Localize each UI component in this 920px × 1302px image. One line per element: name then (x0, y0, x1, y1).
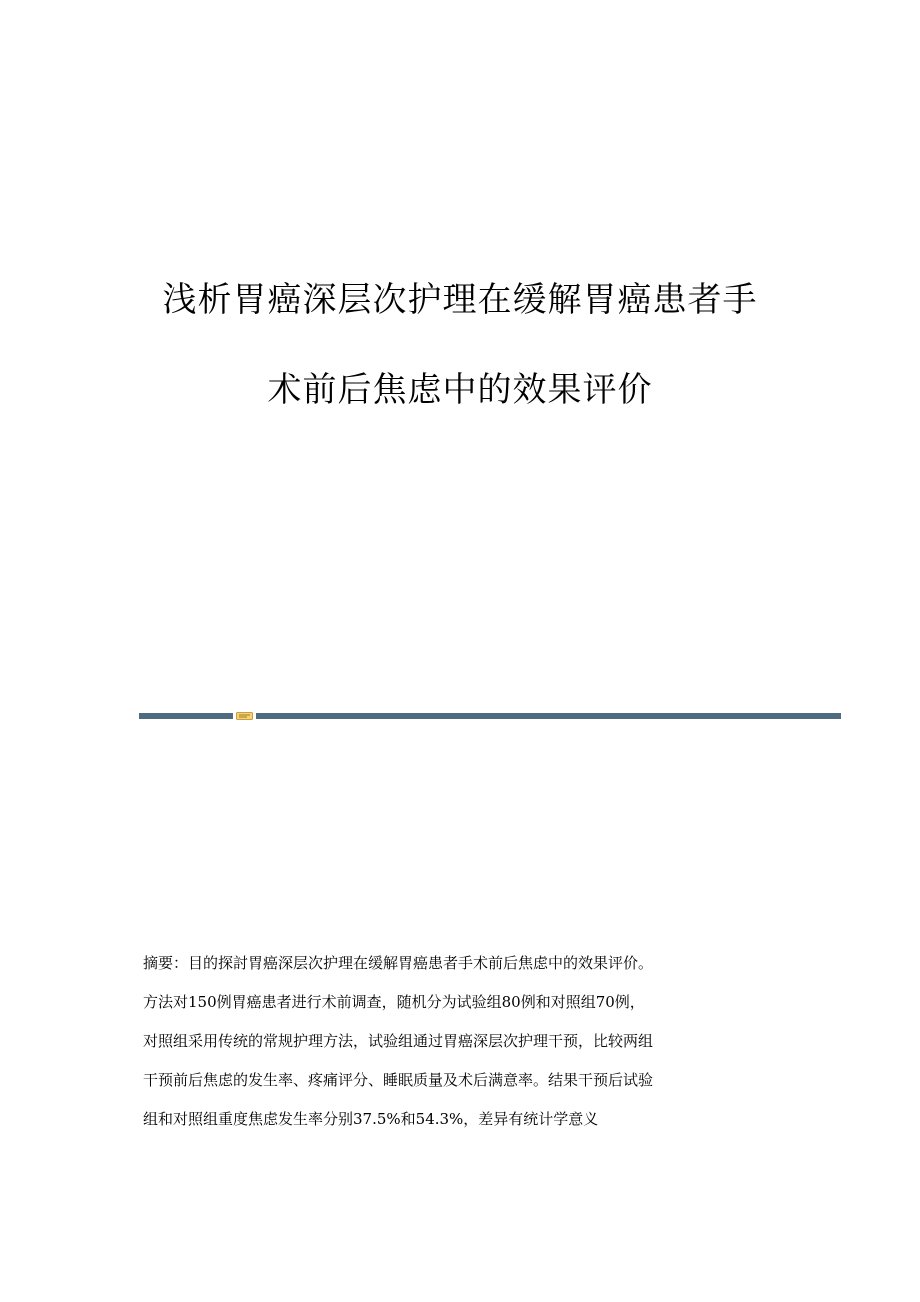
divider-bar-right (256, 713, 841, 719)
abstract-paragraph (143, 952, 783, 1147)
document-title-line-2: 术前后焦虑中的效果评价 (267, 370, 653, 410)
abstract-line: 摘要：目的探討胃癌深层次护理在缓解胃癌患者手术前后焦虑中的效果评价。 (143, 954, 654, 972)
abstract-line: 干预前后焦虑的发生率、疼痛评分、睡眠质量及术后满意率。结果干预后试验 (143, 1071, 654, 1089)
section-divider (139, 711, 841, 721)
abstract-line: 组和对照组重度焦虑发生率分别37.5%和54.3%，差异有统计学意义 (143, 1110, 599, 1128)
abstract-line: 方法对150例胃癌患者进行术前调查，随机分为试验组80例和对照组70例， (143, 993, 645, 1011)
divider-bar-left (139, 713, 233, 719)
document-title-line-1: 浅析胃癌深层次护理在缓解胃癌患者手 (162, 280, 758, 320)
abstract-line: 对照组采用传统的常规护理方法，试验组通过胃癌深层次护理干预，比较两组 (143, 1032, 654, 1050)
divider-ornament-icon (236, 711, 253, 721)
